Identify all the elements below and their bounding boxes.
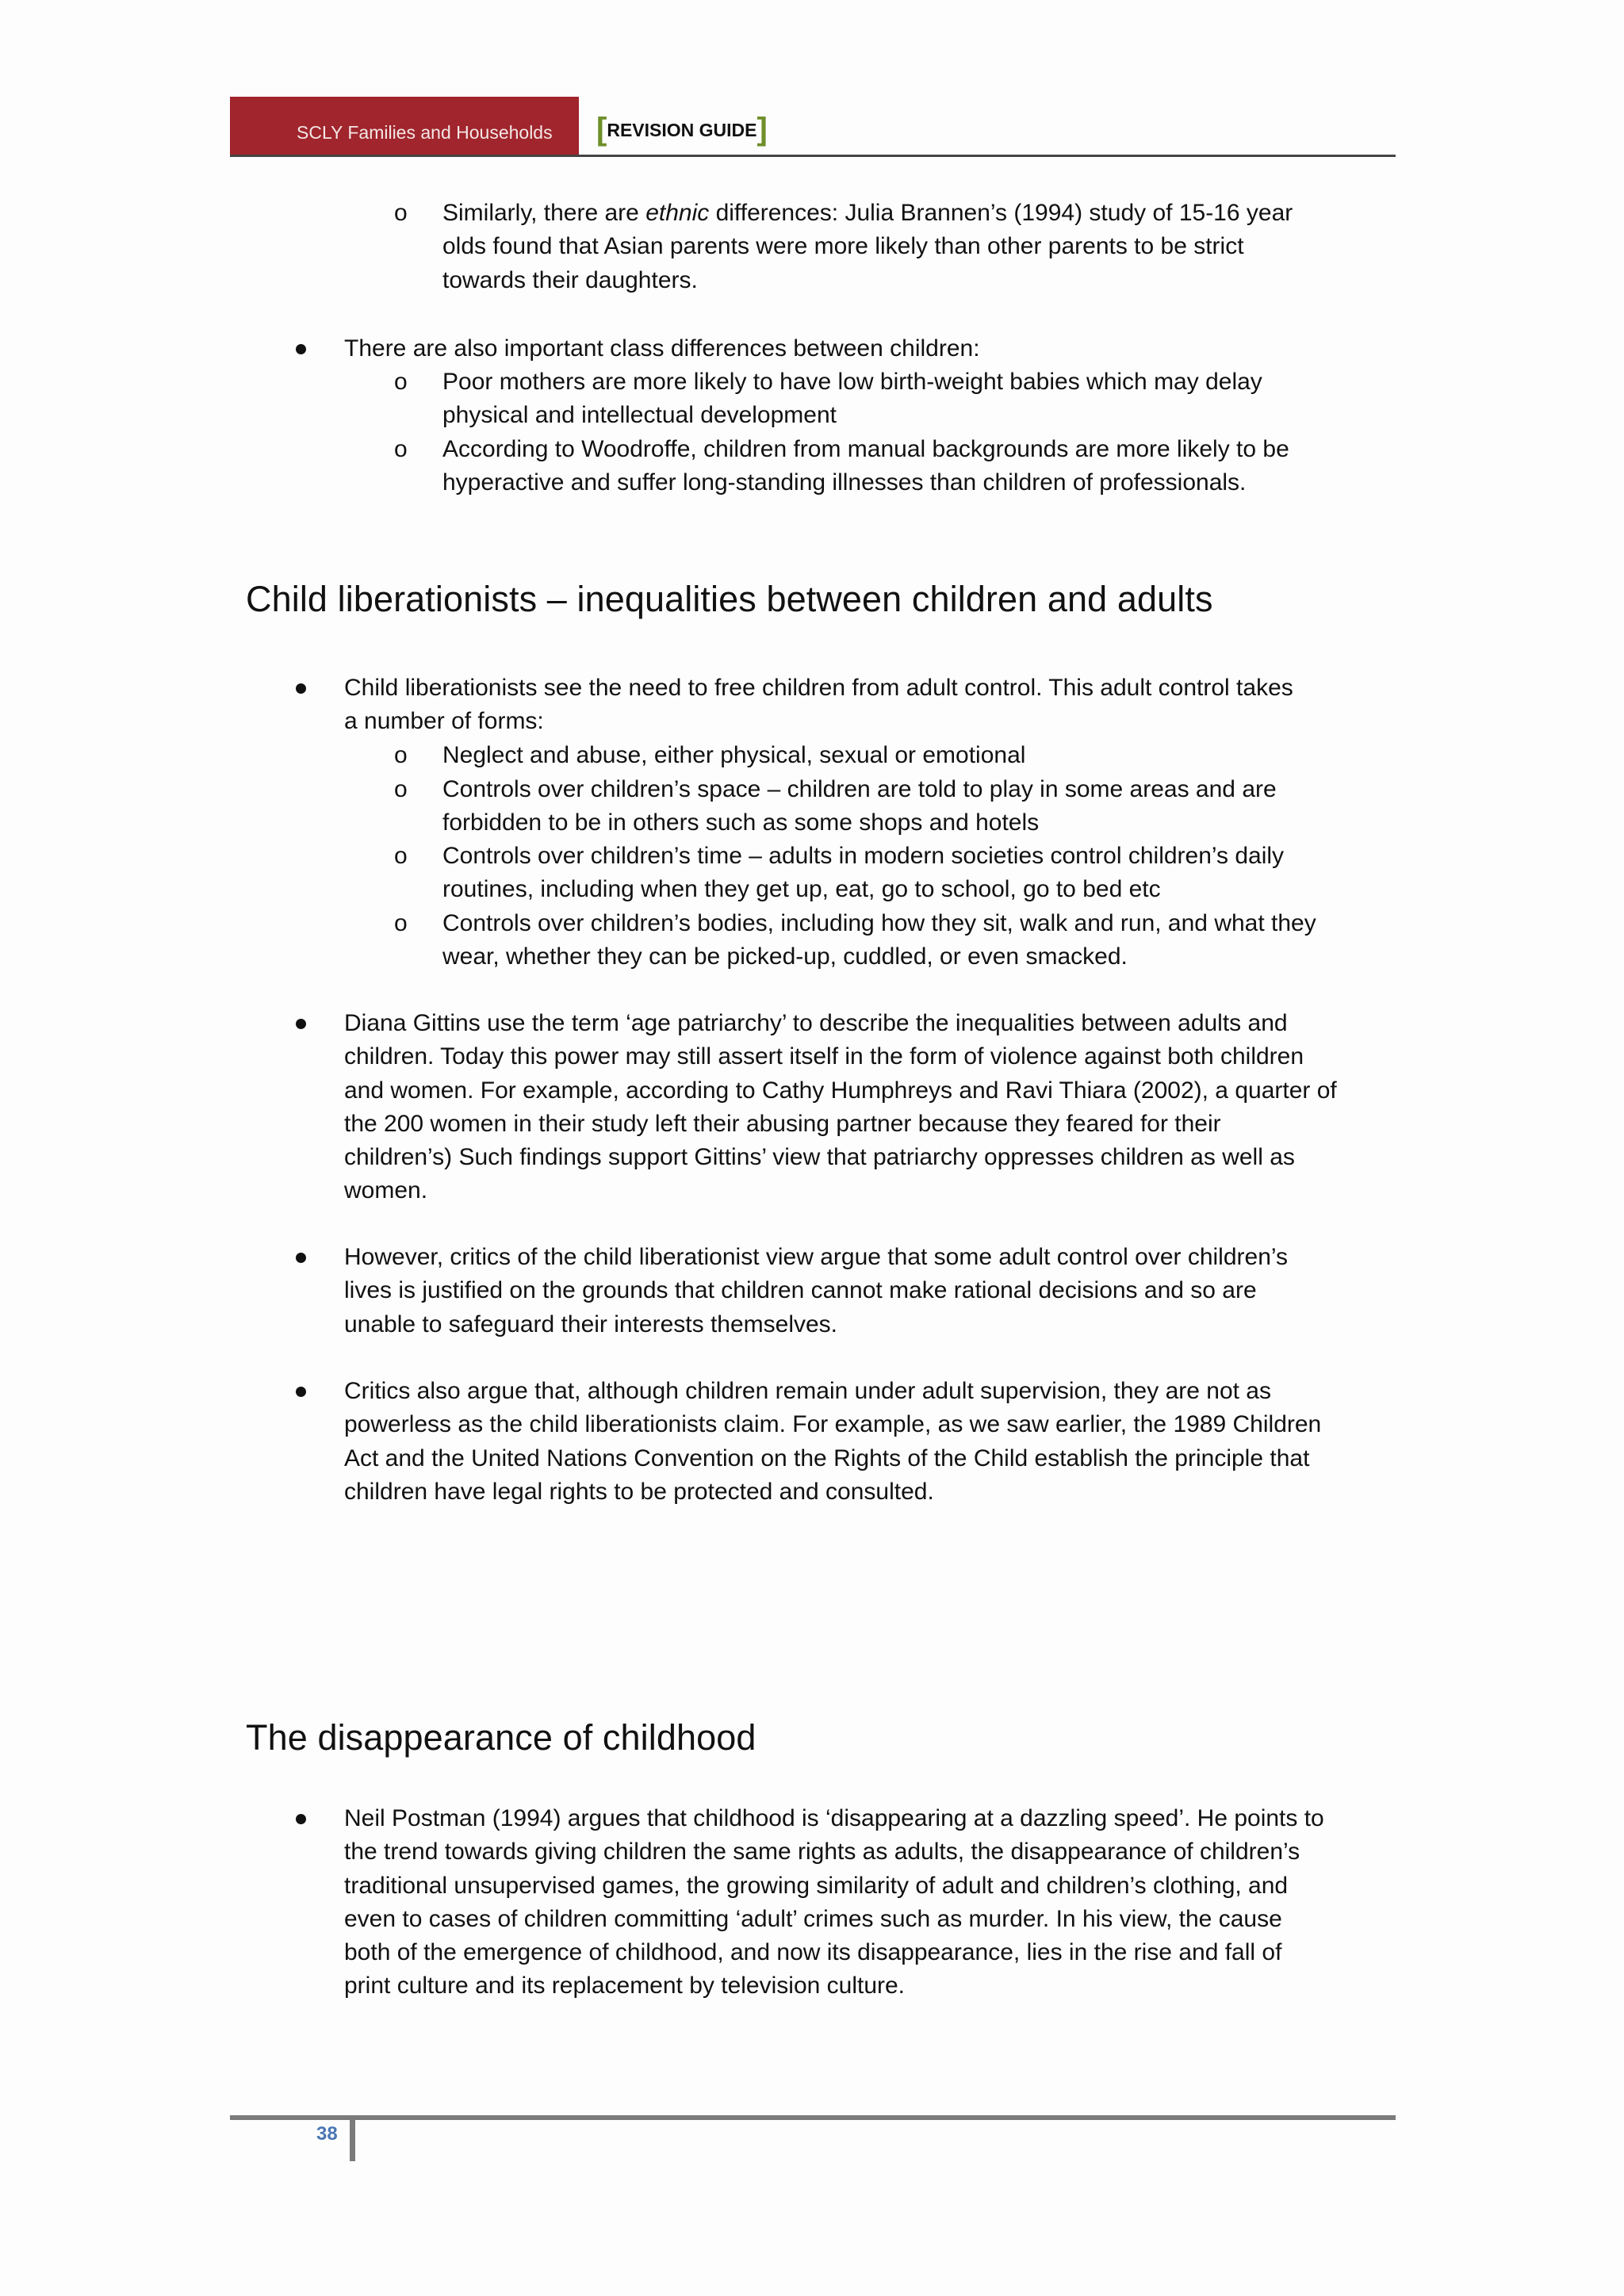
- sub-bullet-marker: o: [394, 776, 408, 802]
- bullet-marker: [296, 344, 306, 354]
- class-differences-bullet: There are also important class differences between children:: [344, 335, 980, 362]
- ethnic-line1-rest: differences: Julia Brannen’s (1994) study of 15-16 year: [709, 200, 1293, 226]
- bracket-close: ]: [756, 112, 768, 147]
- ethnic-pre: Similarly, there are: [442, 200, 646, 226]
- control-neglect: Neglect and abuse, either physical, sexual or emotional: [442, 742, 1026, 768]
- heading-disappearance-of-childhood: The disappearance of childhood: [246, 1717, 756, 1758]
- guide-label-text: REVISION GUIDE: [607, 120, 757, 140]
- ethnic-line3: towards their daughters.: [442, 266, 698, 293]
- sub-bullet-marker: o: [394, 200, 408, 226]
- sub-bullet-marker: o: [394, 910, 408, 936]
- header-course-title: SCLY Families and Households: [297, 122, 553, 143]
- bullet-marker: [296, 1253, 306, 1263]
- control-space: Controls over children’s space – children are told to play in some areas and are forbidden to be in others such as some shops and hotels: [442, 776, 1277, 836]
- footer-rule: [230, 2115, 1396, 2120]
- class-sub2: According to Woodroffe, children from manual backgrounds are more likely to be hyperactive and suffer long-standing illnesses than children of professionals.: [442, 436, 1289, 496]
- sub-bullet-marker: o: [394, 843, 408, 869]
- bullet-marker: [296, 683, 306, 694]
- bullet-marker: [296, 1387, 306, 1397]
- sub-bullet-marker: o: [394, 436, 408, 462]
- header-guide-label: [596, 112, 768, 147]
- postman-bullet: Neil Postman (1994) argues that childhood is ‘disappearing at a dazzling speed’. He points to the trend towards giving children the same rights as adults, the disappearance of children’s traditional unsupervised games, the growing similarity of adult and children’s clothing, and even to cases of children committing ‘adult’ crimes such as murder. In his view, the cause both of the emergence of childhood, and now its disappearance, lies in the rise and fall of print culture and its replacement by television culture.: [344, 1805, 1324, 1999]
- liberationists-bullet-1: Child liberationists see the need to free children from adult control. This adult control takes a number of forms:: [344, 675, 1293, 735]
- heading-child-liberationists: Child liberationists – inequalities between children and adults: [246, 579, 1213, 619]
- critics-bullet-2: Critics also argue that, although children remain under adult supervision, they are not as powerless as the child liberationists claim. For example, as we saw earlier, the 1989 Children Act and the United Nations Convention on the Rights of the Child establish the principle that children have legal rights to be protected and consulted.: [344, 1378, 1322, 1505]
- gittins-bullet: Diana Gittins use the term ‘age patriarchy’ to describe the inequalities between adults and children. Today this power may still assert itself in the form of violence against both children and women. For example, according to Cathy Humphreys and Ravi Thiara (2002), a quarter of the 200 women in their study left their abusing partner because they feared for their children’s) Such findings support Gittins’ view that patriarchy oppresses children as well as women.: [344, 1010, 1337, 1204]
- sub-bullet-marker: o: [394, 369, 408, 395]
- class-sub1: Poor mothers are more likely to have low birth-weight babies which may delay physical and intellectual development: [442, 369, 1262, 429]
- bullet-marker: [296, 1019, 306, 1029]
- ethnic-differences-text: [442, 197, 1394, 297]
- sub-bullet-marker: o: [394, 742, 408, 768]
- header-rule: [230, 155, 1396, 157]
- critics-bullet-1: However, critics of the child liberationist view argue that some adult control over children’s lives is justified on the grounds that children cannot make rational decisions and so are unable to safeguard their interests themselves.: [344, 1244, 1289, 1337]
- control-bodies: Controls over children’s bodies, including how they sit, walk and run, and what they wear, whether they can be picked-up, cuddled, or even smacked.: [442, 910, 1316, 970]
- control-time: Controls over children’s time – adults in modern societies control children’s daily routines, including when they get up, eat, go to school, go to bed etc: [442, 843, 1285, 903]
- bracket-open: [: [596, 112, 607, 147]
- footer-divider: [350, 2115, 355, 2161]
- bullet-marker: [296, 1814, 306, 1824]
- ethnic-italic: ethnic: [645, 200, 710, 226]
- page-number: 38: [316, 2123, 338, 2145]
- ethnic-line2: olds found that Asian parents were more likely than other parents to be strict: [442, 233, 1244, 260]
